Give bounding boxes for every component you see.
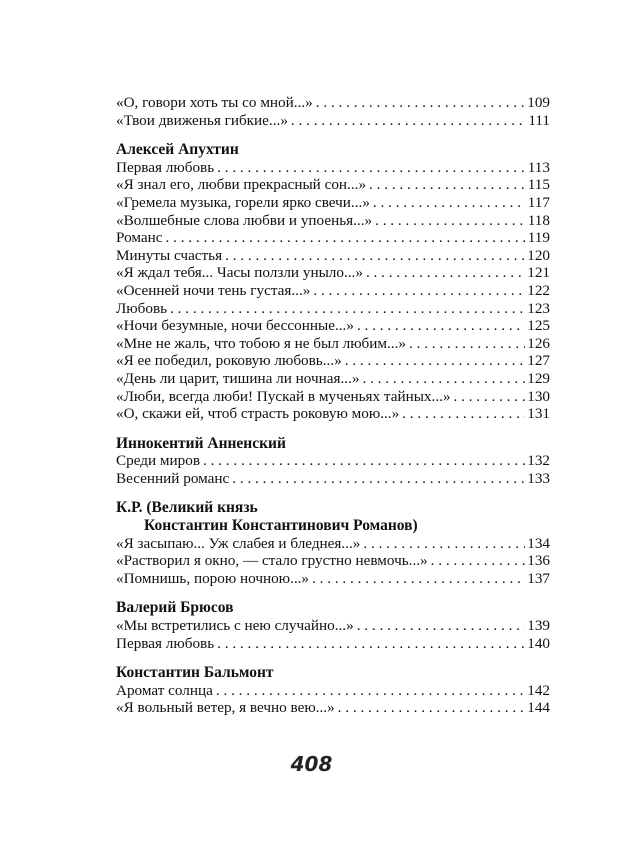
entry-title: Весенний романс	[116, 469, 230, 487]
toc-entry	[116, 112, 550, 130]
dot-leader	[170, 300, 525, 318]
entry-page-number: 127	[527, 352, 550, 370]
entry-title: «Я знал его, любви прекрасный сон...»	[116, 176, 367, 194]
toc-entry	[116, 699, 550, 717]
toc-section	[116, 94, 550, 129]
entry-title: «О, говори хоть ты со мной...»	[116, 94, 313, 111]
entry-title: «Мне не жаль, что тобою я не был любим...»	[116, 334, 406, 352]
entry-title: «О, скажи ей, чтоб страсть роковую мою...»	[116, 405, 400, 423]
toc-entry	[116, 535, 550, 553]
entry-title: «Мы встретились с нею случайно...»	[116, 617, 354, 635]
toc-entry	[116, 247, 550, 265]
entry-page-number: 139	[527, 617, 550, 635]
entry-page-number: 132	[527, 452, 550, 470]
entry-title: «Я вольный ветер, я вечно вею...»	[116, 699, 335, 717]
dot-leader	[291, 112, 526, 130]
author-heading: Иннокентий Анненский	[116, 434, 286, 452]
entry-page-number: 117	[527, 193, 550, 211]
toc-section	[116, 664, 550, 717]
dot-leader	[363, 535, 525, 553]
toc-entry	[116, 335, 550, 353]
entry-title: «Осенней ночи тень густая...»	[116, 281, 311, 299]
dot-leader	[431, 552, 526, 570]
entry-page-number: 119	[527, 229, 550, 247]
dot-leader	[312, 570, 525, 588]
entry-page-number: 142	[527, 681, 550, 699]
dot-leader	[375, 212, 526, 230]
toc-entry	[116, 352, 550, 370]
entry-page-number: 133	[527, 469, 550, 487]
dot-leader	[357, 617, 526, 635]
dot-leader	[338, 699, 526, 717]
author-heading: Алексей Апухтин	[116, 141, 239, 159]
toc-section	[116, 599, 550, 652]
toc-entry	[116, 617, 550, 635]
entry-page-number: 121	[527, 264, 550, 282]
entry-title: «Я ждал тебя... Часы ползли уныло...»	[116, 264, 363, 282]
dot-leader	[166, 229, 526, 247]
entry-title: «Люби, всегда люби! Пускай в мученьях тайных...»	[116, 387, 451, 405]
dot-leader	[409, 335, 525, 353]
entry-title: Первая любовь	[116, 634, 215, 652]
author-heading: Константин Бальмонт	[116, 664, 274, 682]
page-number: 408	[290, 752, 333, 776]
toc-entry	[116, 388, 550, 406]
entry-page-number: 136	[527, 552, 550, 570]
entry-page-number: 123	[527, 299, 550, 317]
entry-title: «Помнишь, порою ночною...»	[116, 569, 310, 587]
entry-page-number: 122	[527, 281, 550, 299]
entry-page-number: 131	[527, 405, 550, 423]
entry-title: Минуты счастья	[116, 246, 223, 264]
dot-leader	[217, 635, 525, 653]
toc-section	[116, 141, 550, 423]
dot-leader	[402, 405, 525, 423]
dot-leader	[373, 194, 526, 212]
author-heading: Константин Константинович Романов)	[144, 517, 418, 535]
entry-page-number: 129	[527, 369, 550, 387]
toc-entry	[116, 282, 550, 300]
toc-entry	[116, 635, 550, 653]
table-of-contents	[116, 94, 550, 729]
dot-leader	[232, 470, 525, 488]
dot-leader	[316, 94, 525, 112]
dot-leader	[369, 176, 526, 194]
entry-page-number: 120	[527, 246, 550, 264]
toc-entry	[116, 452, 550, 470]
toc-entry	[116, 682, 550, 700]
toc-entry	[116, 212, 550, 230]
author-heading: К.Р. (Великий князь	[116, 499, 258, 517]
dot-leader	[345, 352, 525, 370]
entry-page-number: 118	[527, 211, 550, 229]
entry-page-number: 144	[527, 699, 550, 717]
entry-page-number: 111	[528, 111, 550, 129]
dot-leader	[225, 247, 525, 265]
dot-leader	[357, 317, 525, 335]
entry-title: «Твои движенья гибкие...»	[116, 111, 288, 129]
entry-title: «Я засыпаю... Уж слабея и бледнея...»	[116, 534, 361, 552]
toc-entry	[116, 176, 550, 194]
toc-entry	[116, 229, 550, 247]
toc-entry	[116, 370, 550, 388]
entry-title: «Растворил я окно, — стало грустно невмочь...»	[116, 552, 428, 570]
entry-page-number: 126	[527, 334, 550, 352]
entry-page-number: 113	[527, 158, 550, 176]
dot-leader	[454, 388, 526, 406]
toc-entry	[116, 264, 550, 282]
toc-entry	[116, 94, 550, 112]
toc-entry	[116, 317, 550, 335]
dot-leader	[366, 264, 525, 282]
entry-title: «Ночи безумные, ночи бессонные...»	[116, 317, 354, 335]
entry-page-number: 130	[527, 387, 550, 405]
entry-page-number: 137	[527, 569, 550, 587]
toc-entry	[116, 552, 550, 570]
toc-entry	[116, 159, 550, 177]
entry-page-number: 115	[527, 176, 550, 194]
toc-section	[116, 499, 550, 587]
entry-title: «Я ее победил, роковую любовь...»	[116, 352, 342, 370]
author-heading: Валерий Брюсов	[116, 599, 234, 617]
toc-entry	[116, 405, 550, 423]
toc-entry	[116, 570, 550, 588]
entry-page-number: 140	[527, 634, 550, 652]
toc-section	[116, 435, 550, 488]
entry-title: Романс	[116, 229, 163, 247]
entry-title: Любовь	[116, 299, 168, 317]
dot-leader	[362, 370, 525, 388]
entry-page-number: 134	[527, 534, 550, 552]
entry-title: «Гремела музыка, горели ярко свечи...»	[116, 193, 370, 211]
entry-title: «Волшебные слова любви и упоенья...»	[116, 211, 373, 229]
entry-title: Первая любовь	[116, 158, 215, 176]
entry-page-number: 109	[527, 94, 550, 111]
entry-page-number: 125	[527, 317, 550, 335]
toc-entry	[116, 194, 550, 212]
dot-leader	[313, 282, 525, 300]
dot-leader	[203, 452, 525, 470]
entry-title: «День ли царит, тишина ли ночная...»	[116, 369, 360, 387]
dot-leader	[216, 682, 525, 700]
toc-entry	[116, 300, 550, 318]
entry-title: Среди миров	[116, 452, 201, 470]
dot-leader	[217, 159, 526, 177]
entry-title: Аромат солнца	[116, 681, 213, 699]
toc-entry	[116, 470, 550, 488]
